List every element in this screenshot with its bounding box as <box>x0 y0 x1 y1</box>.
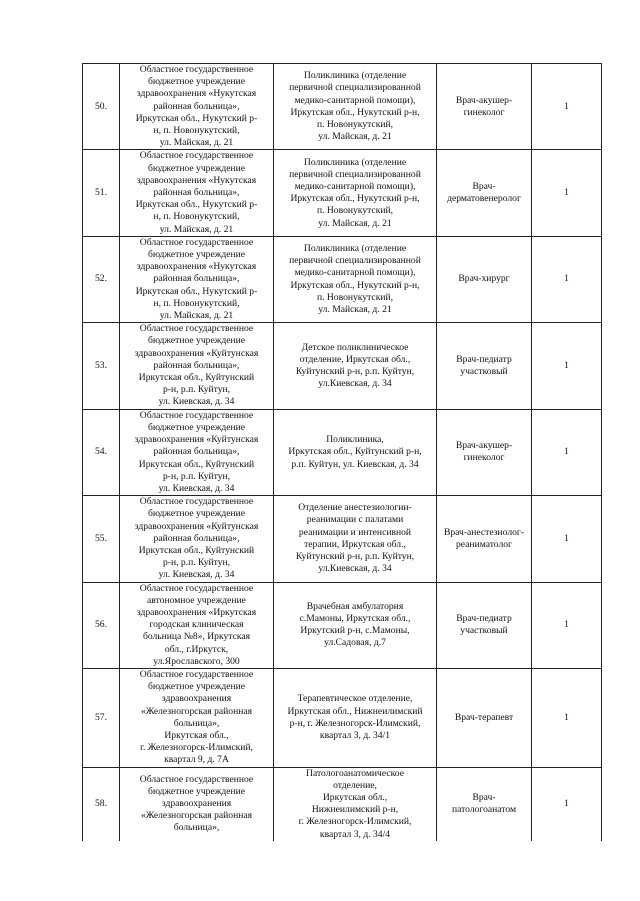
position-cell <box>437 150 532 236</box>
address-cell <box>274 582 437 668</box>
organization-cell-line: н, п. Новонукутский, <box>153 211 240 223</box>
address-cell-line: Иркутская обл., Нукутский р-н, <box>290 106 420 118</box>
organization-cell-line: г. Железногорск-Илимский, <box>140 742 253 754</box>
organization-cell-line: здравоохранения «Куйтунская <box>134 347 259 359</box>
address-cell-line: терапии, Иркутская обл., <box>304 538 406 550</box>
vacancy-count: 1 <box>532 150 602 236</box>
address-cell-line: первичной специализированной <box>289 82 421 94</box>
address-cell-line: ул. Майская, д. 21 <box>318 303 392 315</box>
organization-cell-line: районная больница», <box>153 532 240 544</box>
address-cell-line: п. Новонукутский, <box>316 291 394 303</box>
address-cell <box>274 236 437 322</box>
table-row <box>83 496 602 582</box>
address-cell-line: Терапевтическое отделение, <box>297 693 413 705</box>
organization-cell-line: здравоохранения <box>161 693 232 705</box>
row-number: 51. <box>83 150 120 236</box>
organization-cell-line: обл., г.Иркутск, <box>164 643 229 655</box>
address-cell-line: Куйтунский р-н, р.п. Куйтун, <box>295 551 415 563</box>
address-cell-line: п. Новонукутский, <box>316 118 394 130</box>
organization-cell <box>120 409 274 495</box>
table-row <box>83 236 602 322</box>
vacancy-count: 1 <box>532 496 602 582</box>
table-row <box>83 767 602 841</box>
organization-cell <box>120 668 274 767</box>
address-cell-line: Иркутская обл., Куйтунский р-н, <box>288 446 422 458</box>
vacancy-count: 1 <box>532 323 602 409</box>
address-cell-line: Иркутский р-н, с.Мамоны, <box>300 625 410 637</box>
organization-cell-line: н, п. Новонукутский, <box>153 125 240 137</box>
address-cell-line: р.п. Куйтун, ул. Киевская, д. 34 <box>291 458 419 470</box>
vacancy-count: 1 <box>532 64 602 150</box>
table-row <box>83 64 602 150</box>
organization-cell-line: Областное государственное <box>139 323 254 335</box>
organization-cell <box>120 582 274 668</box>
organization-cell-line: Иркутская обл., Куйтунский <box>138 544 255 556</box>
position-cell-line: патологоанатом <box>451 804 517 816</box>
address-cell-line: Патологоанатомическое <box>306 767 404 779</box>
position-cell <box>437 496 532 582</box>
address-cell-line: Иркутская обл., Нижнеилимский <box>287 705 423 717</box>
organization-cell-line: Областное государственное <box>139 236 254 248</box>
organization-cell-line: Иркутская обл., Нукутский р- <box>135 285 258 297</box>
address-cell-line: Поликлиника (отделение <box>303 70 407 82</box>
position-cell-line: реаниматолог <box>456 538 512 550</box>
address-cell-line: Отделение анестезиологии- <box>298 502 412 514</box>
organization-cell-line: Областное государственное <box>139 409 254 421</box>
organization-cell-line: автономное учреждение <box>147 594 246 606</box>
organization-cell-line: бюджетное учреждение <box>147 785 246 797</box>
table-row <box>83 668 602 767</box>
position-cell-line: Врач-хирург <box>458 273 510 285</box>
address-cell-line: медико-санитарной помощи), <box>294 267 416 279</box>
position-cell <box>437 236 532 322</box>
organization-cell <box>120 64 274 150</box>
position-cell-line: Врач- <box>472 791 496 803</box>
position-cell <box>437 668 532 767</box>
row-number: 55. <box>83 496 120 582</box>
address-cell-line: Поликлиника (отделение <box>303 242 407 254</box>
organization-cell-line: Областное государственное <box>139 582 254 594</box>
address-cell-line: п. Новонукутский, <box>316 205 394 217</box>
organization-cell-line: больница №8», Иркутская <box>142 631 251 643</box>
address-cell-line: ул. Майская, д. 21 <box>318 131 392 143</box>
organization-cell-line: районная больница», <box>153 359 240 371</box>
row-number: 54. <box>83 409 120 495</box>
vacancy-count: 1 <box>532 767 602 841</box>
address-cell <box>274 323 437 409</box>
organization-cell-line: Областное государственное <box>139 150 254 162</box>
position-cell-line: участковый <box>460 625 508 637</box>
position-cell-line: гинеколог <box>463 452 505 464</box>
organization-cell-line: «Железногорская районная <box>140 810 253 822</box>
position-cell-line: Врач-анестезиолог- <box>443 526 525 538</box>
vacancy-count: 1 <box>532 582 602 668</box>
organization-cell-line: Иркутская обл., Куйтунский <box>138 458 255 470</box>
organization-cell-line: здравоохранения «Иркутская <box>136 606 257 618</box>
position-cell-line: гинеколог <box>463 106 505 118</box>
address-cell-line: отделение, <box>333 779 377 791</box>
organization-cell-line: н, п. Новонукутский, <box>153 297 240 309</box>
position-cell <box>437 409 532 495</box>
address-cell <box>274 64 437 150</box>
organization-cell-line: здравоохранения «Куйтунская <box>134 434 259 446</box>
organization-cell-line: здравоохранения «Нукутская <box>136 88 257 100</box>
organization-cell-line: «Железногорская районная <box>140 705 253 717</box>
address-cell <box>274 767 437 841</box>
address-cell-line: реанимации и интенсивной <box>298 526 412 538</box>
table-row <box>83 150 602 236</box>
address-cell-line: первичной специализированной <box>289 168 421 180</box>
position-cell-line: участковый <box>460 365 508 377</box>
organization-cell-line: Иркутская обл., Нукутский р- <box>135 199 258 211</box>
position-cell-line: Врач- <box>472 180 496 192</box>
organization-cell-line: Иркутская обл., Куйтунский <box>138 372 255 384</box>
address-cell <box>274 409 437 495</box>
position-cell <box>437 323 532 409</box>
organization-cell-line: бюджетное учреждение <box>147 76 246 88</box>
address-cell-line: ул.Киевская, д. 34 <box>318 378 392 390</box>
address-cell-line: ул.Садовая, д.7 <box>324 637 386 649</box>
vacancy-table-body <box>83 64 602 841</box>
vacancy-count: 1 <box>532 409 602 495</box>
address-cell-line: первичной специализированной <box>289 255 421 267</box>
address-cell-line: р-н, г. Железногорск-Илимский, <box>289 717 421 729</box>
position-cell <box>437 582 532 668</box>
address-cell <box>274 496 437 582</box>
vacancy-count: 1 <box>532 236 602 322</box>
organization-cell-line: квартал 9, д. 7А <box>164 754 229 766</box>
address-cell-line: ул.Киевская, д. 34 <box>318 563 392 575</box>
organization-cell-line: здравоохранения «Куйтунская <box>134 520 259 532</box>
organization-cell-line: бюджетное учреждение <box>147 335 246 347</box>
organization-cell-line: ул.Ярославского, 300 <box>153 655 240 667</box>
row-number: 57. <box>83 668 120 767</box>
address-cell-line: квартал 3, д. 34/4 <box>319 828 391 840</box>
organization-cell-line: р-н, р.п. Куйтун, <box>162 470 231 482</box>
row-number: 56. <box>83 582 120 668</box>
organization-cell-line: районная больница», <box>153 100 240 112</box>
organization-cell-line: здравоохранения «Нукутская <box>136 174 257 186</box>
address-cell <box>274 668 437 767</box>
organization-cell-line: ул. Майская, д. 21 <box>159 223 234 235</box>
organization-cell-line: Областное государственное <box>139 773 254 785</box>
position-cell <box>437 64 532 150</box>
organization-cell-line: ул. Киевская, д. 34 <box>158 569 235 581</box>
position-cell-line: Врач-педиатр <box>456 353 512 365</box>
address-cell-line: Иркутская обл., Нукутский р-н, <box>290 279 420 291</box>
position-cell <box>437 767 532 841</box>
row-number: 52. <box>83 236 120 322</box>
organization-cell-line: Областное государственное <box>139 64 254 75</box>
table-row <box>83 323 602 409</box>
organization-cell-line: бюджетное учреждение <box>147 508 246 520</box>
organization-cell-line: ул. Киевская, д. 34 <box>158 396 235 408</box>
organization-cell <box>120 236 274 322</box>
row-number: 58. <box>83 767 120 841</box>
address-cell-line: Нижнеилимский р-н, <box>311 804 399 816</box>
organization-cell-line: ул. Майская, д. 21 <box>159 310 234 322</box>
address-cell-line: Иркутская обл., <box>322 791 388 803</box>
organization-cell <box>120 767 274 841</box>
row-number: 53. <box>83 323 120 409</box>
address-cell-line: Врачебная амбулатория <box>306 600 404 612</box>
organization-cell-line: районная больница», <box>153 446 240 458</box>
organization-cell-line: ул. Майская, д. 21 <box>159 137 234 149</box>
organization-cell-line: бюджетное учреждение <box>147 681 246 693</box>
address-cell-line: Поликлиника, <box>326 434 384 446</box>
address-cell-line: реанимации с палатами <box>306 514 404 526</box>
address-cell-line: Иркутская обл., Нукутский р-н, <box>290 193 420 205</box>
organization-cell-line: р-н, р.п. Куйтун, <box>162 557 231 569</box>
organization-cell-line: Областное государственное <box>139 668 254 680</box>
address-cell-line: г. Железногорск-Илимский, <box>298 816 412 828</box>
organization-cell <box>120 323 274 409</box>
organization-cell-line: бюджетное учреждение <box>147 162 246 174</box>
position-cell-line: Врач-акушер- <box>455 94 513 106</box>
address-cell-line: Куйтунский р-н, р.п. Куйтун, <box>295 365 415 377</box>
table-row <box>83 582 602 668</box>
address-cell-line: с.Мамоны, Иркутская обл., <box>299 613 411 625</box>
row-number: 50. <box>83 64 120 150</box>
organization-cell-line: больница», <box>173 822 220 834</box>
organization-cell-line: районная больница», <box>153 273 240 285</box>
organization-cell-line: больница», <box>173 717 220 729</box>
address-cell-line: отделение, Иркутская обл., <box>299 353 411 365</box>
organization-cell-line: бюджетное учреждение <box>147 249 246 261</box>
position-cell-line: дерматовенеролог <box>447 193 521 205</box>
address-cell-line: ул. Майская, д. 21 <box>318 217 392 229</box>
address-cell-line: квартал 3, д. 34/1 <box>319 729 391 741</box>
position-cell-line: Врач-педиатр <box>456 613 512 625</box>
organization-cell-line: бюджетное учреждение <box>147 421 246 433</box>
organization-cell <box>120 496 274 582</box>
organization-cell-line: р-н, р.п. Куйтун, <box>162 384 231 396</box>
position-cell-line: Врач-терапевт <box>454 711 514 723</box>
address-cell-line: Поликлиника (отделение <box>303 156 407 168</box>
organization-cell-line: Иркутская обл., <box>164 729 229 741</box>
organization-cell-line: Иркутская обл., Нукутский р- <box>135 112 258 124</box>
address-cell-line: медико-санитарной помощи), <box>294 180 416 192</box>
organization-cell-line: районная больница», <box>153 187 240 199</box>
address-cell <box>274 150 437 236</box>
organization-cell-line: ул. Киевская, д. 34 <box>158 482 235 494</box>
table-row <box>83 409 602 495</box>
address-cell-line: медико-санитарной помощи), <box>294 94 416 106</box>
position-cell-line: Врач-акушер- <box>455 440 513 452</box>
address-cell-line: Детское поликлиническое <box>301 341 409 353</box>
organization-cell-line: Областное государственное <box>139 496 254 508</box>
organization-cell <box>120 150 274 236</box>
organization-cell-line: здравоохранения <box>161 798 232 810</box>
organization-cell-line: здравоохранения «Нукутская <box>136 261 257 273</box>
vacancy-table <box>82 63 602 841</box>
organization-cell-line: городская клиническая <box>149 619 244 631</box>
vacancy-count: 1 <box>532 668 602 767</box>
